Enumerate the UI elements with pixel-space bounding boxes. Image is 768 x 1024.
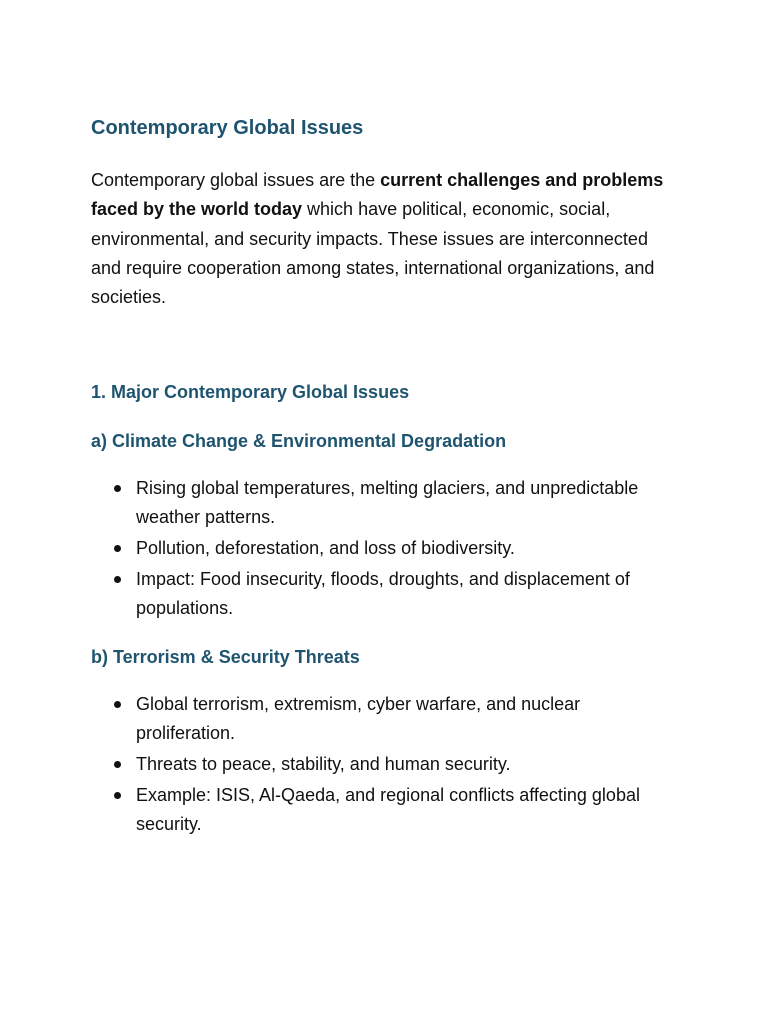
- intro-text-start: Contemporary global issues are the: [91, 170, 381, 190]
- list-item-text: Threats to peace, stability, and human security.: [136, 754, 511, 775]
- list-item-text: Pollution, deforestation, and loss of biodiversity.: [136, 538, 515, 559]
- subsection-heading-climate: a) Climate Change & Environmental Degradation: [91, 431, 507, 451]
- document-title: Contemporary Global Issues: [91, 117, 364, 139]
- terrorism-bullet-list: [91, 690, 681, 841]
- list-item: [91, 534, 681, 563]
- bullet-icon: [114, 545, 121, 552]
- list-item-text: Global terrorism, extremism, cyber warfare, and nuclear proliferation.: [136, 694, 581, 744]
- list-item: [91, 474, 681, 533]
- intro-paragraph: [91, 166, 681, 312]
- list-item-text: Impact: Food insecurity, floods, droughts, and displacement of populations.: [136, 568, 630, 619]
- bullet-icon: [114, 701, 121, 708]
- list-item: [91, 690, 681, 749]
- bullet-icon: [114, 485, 121, 492]
- list-item-text: Rising global temperatures, melting glaciers, and unpredictable weather patterns.: [136, 478, 639, 528]
- list-item-text: Example: ISIS, Al-Qaeda, and regional conflicts affecting global security.: [136, 784, 640, 835]
- climate-bullet-list: [91, 474, 681, 625]
- list-item: [91, 750, 681, 779]
- bullet-icon: [114, 576, 121, 583]
- bullet-icon: [114, 792, 121, 799]
- intro-text-end: which have political, economic, social, environmental, and security impacts. These issues are interconnected and require cooperation among states, international organizations, and societies.: [91, 199, 655, 308]
- list-item: [91, 781, 681, 840]
- subsection-heading-terrorism: b) Terrorism & Security Threats: [91, 647, 360, 667]
- section-heading-major-issues: 1. Major Contemporary Global Issues: [91, 382, 410, 402]
- bullet-icon: [114, 761, 121, 768]
- list-item: [91, 565, 681, 624]
- intro-bold-text: current challenges and problems faced by the world today: [91, 170, 664, 220]
